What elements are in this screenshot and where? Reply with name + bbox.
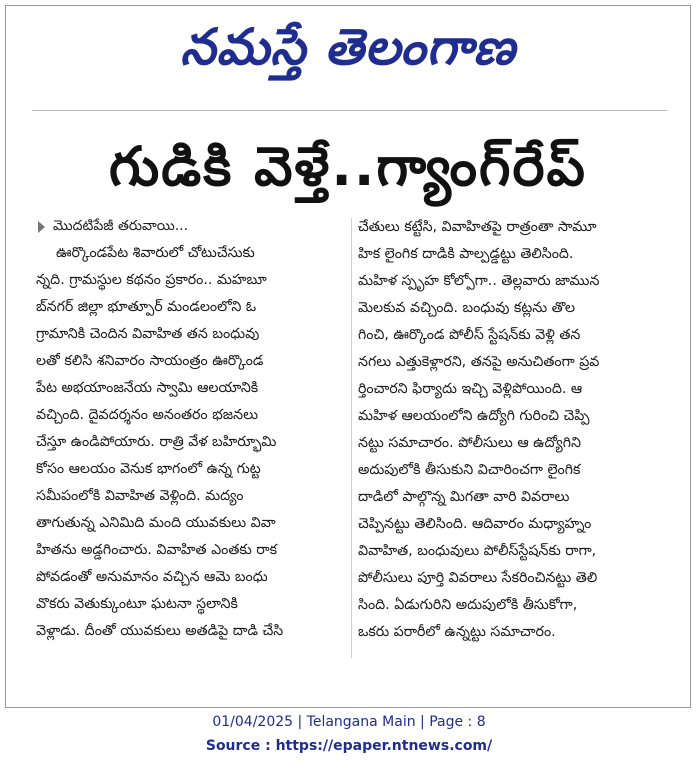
article-column-left [36,214,344,645]
continued-label: మొదటిపేజీ తరువాయి... [53,217,189,234]
masthead-title: నమస్తే తెలంగాణ [180,18,516,76]
article-line: న్నది. గ్రామస్థుల కథనం ప్రకారం.. మహబూ [36,272,267,288]
article-line: అదుపులోకి తీసుకుని విచారించగా లైంగిక [358,462,581,478]
article-line: దాడిలో పాల్గొన్న మిగతా వారి వివరాలు [358,489,570,505]
left-column-text [36,240,344,645]
clipping-frame [5,5,691,708]
article-line: గించి, ఊర్కొండ పోలీస్ స్టేషన్‌కు వెళ్లి తన [358,327,581,343]
article-line: వొకరు వెతుక్కుంటూ ఘటనా స్థలానికి [36,596,238,612]
article-line: హిక లైంగిక దాడికి పాల్పడ్డట్టు తెలిసింది. [358,246,574,262]
masthead [6,8,690,86]
article-line: పోలీసులు పూర్తి వివరాలు సేకరించినట్టు తెలి [358,570,598,586]
article-line: ఊర్కొండపేట శివారులో చోటుచేసుకు [56,245,255,261]
headline [20,126,676,208]
column-divider [351,218,352,658]
article-line: చెప్పినట్టు తెలిసింది. ఆదివారం మధ్యాహ్నం [358,516,592,532]
article-line: సమీపంలోకి వివాహిత వెళ్లింది. మద్యం [36,488,244,504]
arrow-right-icon [38,221,45,233]
continued-marker [36,214,344,240]
article-line: ర్తించారని ఫిర్యాదు ఇచ్చి వెళ్లిపోయింది. ఆ [358,381,583,397]
article-line: మహిళ స్పృహ కోల్పోగా.. తెల్లవారు జామున [358,273,600,289]
article-line: బ్‌నగర్ జిల్లా భూత్పూర్ మండలంలోని ఓ [36,299,257,315]
article-line: నట్టు సమాచారం. పోలీసులు ఆ ఉద్యోగిని [358,435,581,451]
right-column-text [358,214,666,646]
article-line: సింది. ఏడుగురిని అదుపులోకి తీసుకోగా, [358,597,578,613]
article-line: లతో కలిసి శనివారం సాయంత్రం ఊర్కొండ [36,353,264,369]
article-line: వివాహిత, బంధువులు పోలీస్‌స్టేషన్‌కు రాగా, [358,543,597,559]
article-line: హితను అడ్డగించారు. వివాహిత ఎంతకు రాక [36,542,278,558]
article-body [36,214,668,674]
article-line: చేతులు కట్టేసి, వివాహితపై రాత్రంతా సామూ [358,219,597,235]
article-line: ఒకరు పరారీలో ఉన్నట్టు సమాచారం. [358,624,556,640]
article-line: గ్రామానికి చెందిన వివాహిత తన బంధువు [36,326,260,342]
article-line: నగలు ఎత్తుకెళ్లారని, తనపై అనుచితంగా ప్రవ [358,354,600,370]
top-divider [32,110,667,111]
article-line: కోసం ఆలయం వెనుక భాగంలో ఉన్న గుట్ట [36,461,261,477]
footer-source: Source : https://epaper.ntnews.com/ [205,738,493,754]
article-line: చేస్తూ ఉండిపోయారు. రాత్రి వేళ బహిర్భూమి [36,434,277,450]
article-line: పేట అభయాంజనేయ స్వామి ఆలయానికి [36,380,259,396]
article-line: మహిళ ఆలయంలోని ఉద్యోగి గురించి చెప్పి [358,408,590,424]
article-line: పోవడంతో అనుమానం వచ్చిన ఆమె బంధు [36,569,268,585]
article-line: వెళ్లాడు. దీంతో యువకులు అతడిపై దాడి చేసి [36,623,284,639]
footer-date-edition: 01/04/2025 | Telangana Main | Page : 8 [212,714,486,730]
article-column-right [358,214,666,646]
article-line: మెలకువ వచ్చింది. బంధువు కట్లను తొల [358,300,576,316]
article-line: వచ్చింది. దైవదర్శనం అనంతరం భజనలు [36,407,259,423]
headline-text: గుడికి వెళ్తే..గ్యాంగ్‌రేప్ [109,135,587,198]
article-line: తాగుతున్న ఎనిమిది మంది యువకులు వివా [36,515,276,531]
